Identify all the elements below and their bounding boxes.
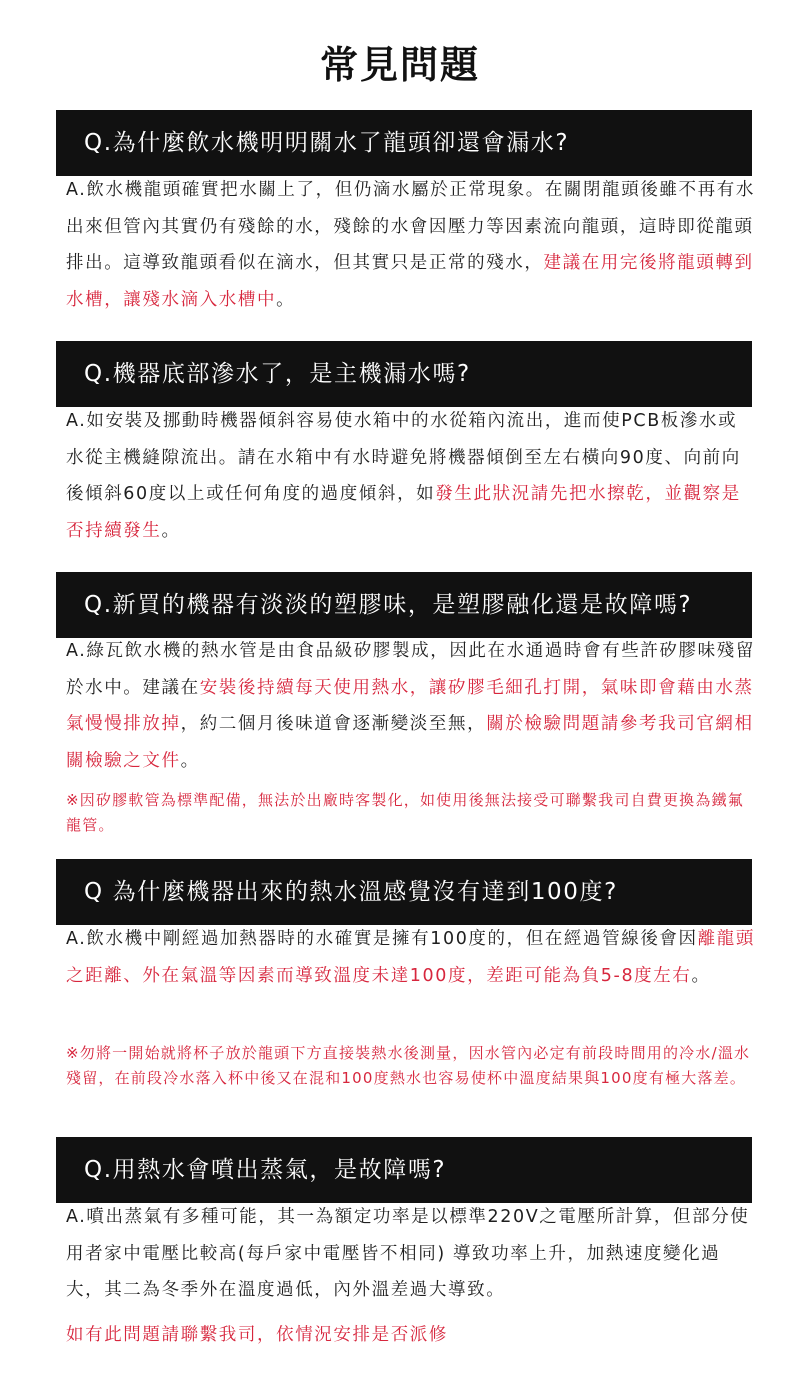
faq-answer-3-highlight: 安裝後持續每天使用熱水，讓矽膠毛細孔打開，氣味即會藉由水蒸氣慢慢排放掉 [66,677,754,734]
faq-answer-1 [66,172,756,318]
faq-answer-4-end: 。 [691,965,711,986]
faq-answer-2 [66,403,756,549]
faq-answer-3-end: 。 [180,750,200,771]
faq-question-3: Q.新買的機器有淡淡的塑膠味，是塑膠融化還是故障嗎? [56,572,752,638]
faq-answer-2-text: A.如安裝及挪動時機器傾斜容易使水箱中的水從箱內流出，進而使PCB板滲水或水從主機縫隙流出。請在水箱中有水時避免將機器傾倒至左右橫向90度、向前向後傾斜60度以上或任何角度的過度傾斜，如 [66,411,741,504]
faq-answer-2-end: 。 [161,520,181,541]
faq-answer-4-text: A.飲水機中剛經過加熱器時的水確實是擁有100度的，但在經過管線後會因 [66,929,698,949]
faq-answer-4 [66,921,756,994]
faq-answer-3-text-2: ，約二個月後味道會逐漸變淡至無， [180,714,487,734]
faq-question-2: Q.機器底部滲水了，是主機漏水嗎? [56,341,752,407]
faq-answer-3 [66,633,756,779]
faq-answer-3-text: A.綠瓦飲水機的熱水管是由食品級矽膠製成，因此在水通過時會有些許矽膠味殘留於水中。建議在 [66,641,755,698]
faq-answer-4-highlight: 離龍頭之距離、外在氣溫等因素而導致溫度未達100度，差距可能為負5-8度左右 [66,929,755,986]
faq-answer-3-highlight-2: 關於檢驗問題請參考我司官網相關檢驗之文件 [66,714,754,771]
faq-question-5: Q.用熱水會噴出蒸氣，是故障嗎? [56,1137,752,1203]
faq-answer-1-highlight: 建議在用完後將龍頭轉到水槽，讓殘水滴入水槽中 [66,253,754,310]
faq-note-4: ※勿將一開始就將杯子放於龍頭下方直接裝熱水後測量，因水管內必定有前段時間用的冷水/溫水殘留，在前段冷水落入杯中後又在混和100度熱水也容易使杯中溫度結果與100度有極大落差。 [66,1044,751,1087]
faq-answer-1-text: A.飲水機龍頭確實把水關上了，但仍滴水屬於正常現象。在關閉龍頭後雖不再有水出來但管內其實仍有殘餘的水，殘餘的水會因壓力等因素流向龍頭，這時即從龍頭排出。這導致龍頭看似在滴水，但其實只是正常的殘水， [66,180,755,273]
faq-contact-5: 如有此問題請聯繫我司，依情況安排是否派修 [66,1325,448,1345]
page-title: 常見問題 [319,43,480,87]
faq-answer-1-end: 。 [276,289,296,310]
faq-answer-2-highlight: 發生此狀況請先把水擦乾，並觀察是否持續發生 [66,484,741,541]
faq-note-3: ※因矽膠軟管為標準配備，無法於出廠時客製化，如使用後無法接受可聯繫我司自費更換為鐵氟龍管。 [66,791,744,834]
faq-question-4: Q 為什麼機器出來的熱水溫感覺沒有達到100度? [56,859,752,925]
faq-answer-5: A.噴出蒸氣有多種可能，其一為額定功率是以標準220V之電壓所計算，但部分使用者家中電壓比較高(每戶家中電壓皆不相同) 導致功率上升，加熱速度變化過大，其二為冬季外在溫度過低，內外溫差過大導致。 [66,1207,750,1300]
faq-question-1: Q.為什麼飲水機明明關水了龍頭卻還會漏水? [56,110,752,176]
